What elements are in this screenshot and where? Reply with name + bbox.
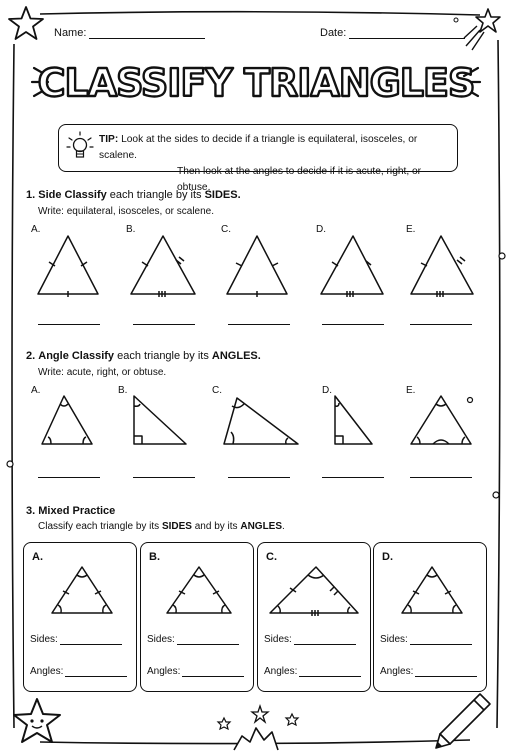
section-3-title: 3. Mixed Practice [26,505,116,517]
triangle-1b [131,236,195,297]
mixed-letter-b: B. [149,551,160,563]
item-1c-letter: C. [221,224,231,235]
triangle-3b [149,563,245,635]
page-title: CLASSIFY TRIANGLES [37,61,475,105]
tip-box [58,124,458,193]
item-2c-letter: C. [212,385,222,396]
answer-line-2c[interactable] [228,477,290,478]
smiling-star-icon [10,696,64,752]
tip-line-1: Look at the sides to decide if a triangle is equilateral, isosceles, or scalene. [99,134,418,161]
section-1-triangles [28,228,498,302]
triangle-3c [266,563,362,635]
section-2-triangles [28,388,498,452]
tip-label: TIP: [99,134,119,145]
mixed-box-b [140,542,254,692]
item-1e-letter: E. [406,224,416,235]
item-1b-letter: B. [126,224,136,235]
pencil-icon [430,690,494,752]
answer-line-2b[interactable] [133,477,195,478]
triangle-3d [382,563,478,635]
answer-line-2a[interactable] [38,477,100,478]
lightbulb-icon [65,129,95,167]
mixed-letter-a: A. [32,551,43,563]
answer-line-2d[interactable] [322,477,384,478]
shooting-star-icon [460,6,506,56]
sides-answer-a[interactable]: Sides: [30,633,122,645]
angles-answer-b[interactable]: Angles: [147,665,244,677]
triangle-2d [335,396,372,444]
mixed-box-c [257,542,371,692]
name-label: Name: [54,27,87,39]
section-2-instructions: Write: acute, right, or obtuse. [38,367,167,378]
answer-line-1e[interactable] [410,324,472,325]
item-1d-letter: D. [316,224,326,235]
name-field[interactable] [54,27,205,39]
answer-line-1b[interactable] [133,324,195,325]
section-1-title: 1. Side Classify each triangle by its SIDES. [26,189,241,201]
item-2a-letter: A. [31,385,41,396]
angles-answer-c[interactable]: Angles: [264,665,361,677]
triangle-1c [227,236,287,297]
mixed-box-d [373,542,487,692]
sides-answer-c[interactable]: Sides: [264,633,356,645]
date-field[interactable] [320,27,465,39]
burst-stars-icon [212,702,308,754]
triangle-1d [321,236,383,297]
title-banner [30,52,482,112]
triangle-2b [134,396,186,444]
item-1a-letter: A. [31,224,41,235]
answer-line-1d[interactable] [322,324,384,325]
triangle-3a [32,563,128,635]
triangle-1a [38,236,98,297]
item-2b-letter: B. [118,385,128,396]
item-2d-letter: D. [322,385,332,396]
triangle-2e [411,396,471,444]
date-line[interactable] [349,27,465,39]
angles-answer-a[interactable]: Angles: [30,665,127,677]
section-2-title: 2. Angle Classify each triangle by its ANGLES. [26,350,261,362]
triangle-2a [42,396,92,444]
mixed-box-a [23,542,137,692]
sides-answer-d[interactable]: Sides: [380,633,472,645]
date-label: Date: [320,27,347,39]
answer-line-1c[interactable] [228,324,290,325]
triangle-1e [411,236,473,297]
section-1-instructions: Write: equilateral, isosceles, or scalene. [38,206,215,217]
section-3-instructions: Classify each triangle by its SIDES and by its ANGLES. [38,521,285,532]
answer-line-1a[interactable] [38,324,100,325]
tip-line-2: Then look at the angles to decide if it is acute, right, or obtuse. [177,166,422,193]
sides-answer-b[interactable]: Sides: [147,633,239,645]
mixed-letter-d: D. [382,551,393,563]
answer-line-2e[interactable] [410,477,472,478]
angles-answer-d[interactable]: Angles: [380,665,477,677]
star-icon [6,4,46,44]
mixed-letter-c: C. [266,551,277,563]
item-2e-letter: E. [406,385,416,396]
triangle-2c [224,398,298,444]
name-line[interactable] [89,27,205,39]
